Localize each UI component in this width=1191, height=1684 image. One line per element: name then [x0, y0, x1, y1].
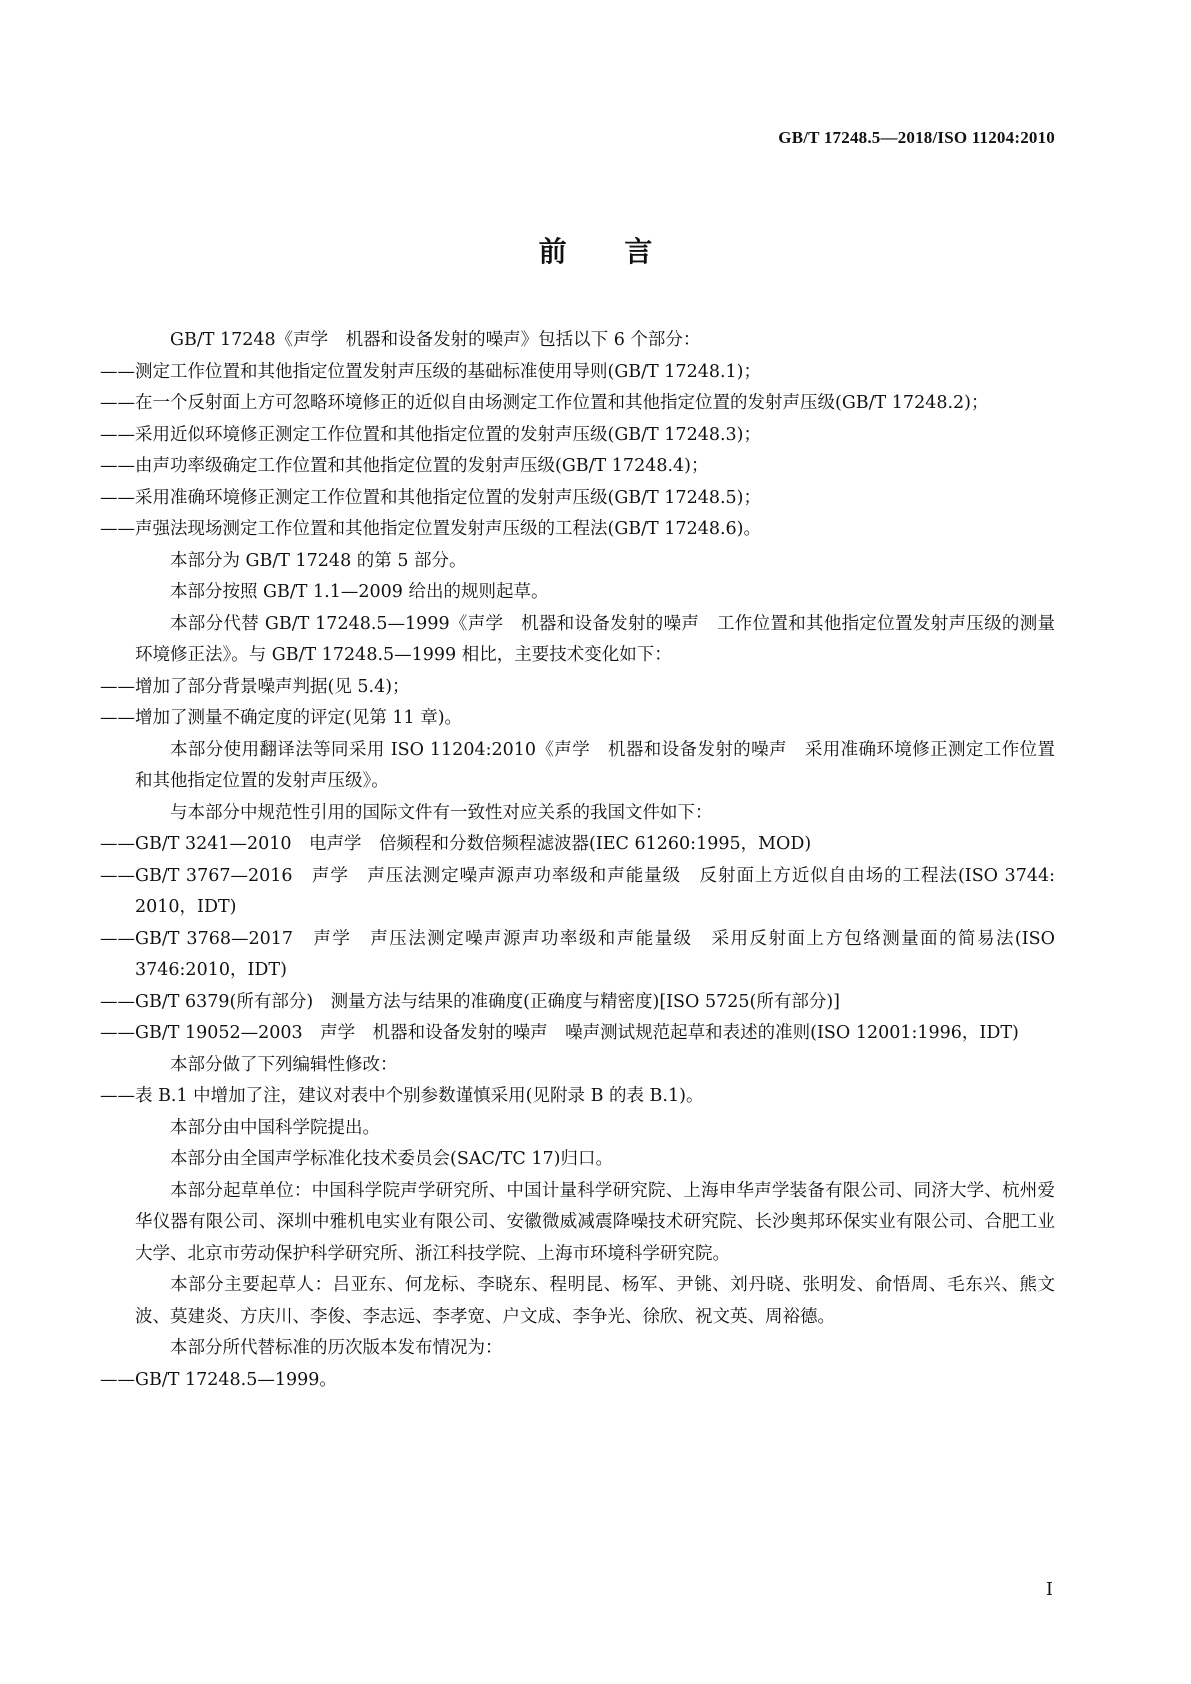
list-item: ——增加了测量不确定度的评定(见第 11 章)。 — [100, 708, 463, 728]
paragraph: 本部分由中国科学院提出。 — [170, 1117, 380, 1138]
title-char-2: 言 — [624, 235, 653, 268]
title-char-1: 前 — [538, 235, 567, 268]
list-item: ——GB/T 3767—2016 声学 声压法测定噪声源声功率级和声能量级 反射面上方近似自由场的工程法(ISO 3744: 2010，IDT) — [100, 865, 1055, 917]
paragraph: GB/T 17248《声学 机器和设备发射的噪声》包括以下 6 个部分： — [170, 330, 701, 350]
paragraph: 本部分代替 GB/T 17248.5—1999《声学 机器和设备发射的噪声 工作位置和其他指定位置发射声压级的测量 环境修正法》。与 GB/T 17248.5—1999 相比，主要技术变化如下： — [135, 613, 1073, 665]
list-item: ——测定工作位置和其他指定位置发射声压级的基础标准使用导则(GB/T 17248.1)； — [100, 361, 761, 382]
paragraph: 本部分使用翻译法等同采用 ISO 11204:2010《声学 机器和设备发射的噪声 采用准确环境修正测定工作位置和其他指定位置的发射声压级》。 — [135, 739, 1055, 791]
paragraph: 本部分做了下列编辑性修改： — [170, 1054, 398, 1075]
paragraph: 本部分起草单位：中国科学院声学研究所、中国计量科学研究院、上海申华声学装备有限公司、同济大学、杭州爱华仪器有限公司、深圳中雅机电实业有限公司、安徽微威减震降噪技术研究院、长沙奥邦环保实业有限公司、合肥工业大学、北京市劳动保护科学研究所、浙江科技学院、上海市环境科学研究院。 — [135, 1180, 1055, 1264]
paragraph: 本部分所代替标准的历次版本发布情况为： — [170, 1338, 503, 1358]
list-item: ——增加了部分背景噪声判据(见 5.4)； — [100, 676, 410, 697]
list-item: ——声强法现场测定工作位置和其他指定位置发射声压级的工程法(GB/T 17248.6)。 — [100, 519, 761, 539]
paragraph: 本部分为 GB/T 17248 的第 5 部分。 — [170, 550, 467, 571]
list-item: ——GB/T 17248.5—1999。 — [100, 1369, 337, 1390]
paragraph: 与本部分中规范性引用的国际文件有一致性对应关系的我国文件如下： — [170, 802, 713, 823]
list-item: ——采用准确环境修正测定工作位置和其他指定位置的发射声压级(GB/T 17248.5)； — [100, 487, 761, 508]
list-item: ——由声功率级确定工作位置和其他指定位置的发射声压级(GB/T 17248.4)； — [100, 456, 709, 476]
list-item: ——GB/T 3241—2010 电声学 倍频程和分数倍频程滤波器(IEC 61260:1995，MOD) — [100, 834, 812, 854]
paragraph: 本部分按照 GB/T 1.1—2009 给出的规则起草。 — [170, 582, 549, 602]
list-item: ——在一个反射面上方可忽略环境修正的近似自由场测定工作位置和其他指定位置的发射声压级(GB/T 17248.2)； — [100, 393, 989, 413]
list-item: ——GB/T 3768—2017 声学 声压法测定噪声源声功率级和声能量级 采用反射面上方包络测量面的简易法(ISO 3746:2010，IDT) — [100, 928, 1055, 980]
foreword-body — [100, 325, 1073, 1396]
standard-code: GB/T 17248.5—2018/ISO 11204:2010 — [778, 128, 1055, 147]
list-item: ——表 B.1 中增加了注，建议对表中个别参数谨慎采用(见附录 B 的表 B.1)。 — [100, 1086, 704, 1106]
page-number: I — [1045, 1579, 1053, 1600]
paragraph: 本部分主要起草人：吕亚东、何龙标、李晓东、程明昆、杨军、尹铫、刘丹晓、张明发、俞悟周、毛东兴、熊文波、莫建炎、方庆川、李俊、李志远、李孝宽、户文成、李争光、徐欣、祝文英、周裕德。 — [135, 1275, 1055, 1327]
paragraph: 本部分由全国声学标准化技术委员会(SAC/TC 17)归口。 — [170, 1149, 613, 1169]
page-title — [0, 230, 1191, 270]
list-item: ——采用近似环境修正测定工作位置和其他指定位置的发射声压级(GB/T 17248.3)； — [100, 424, 761, 445]
list-item: ——GB/T 6379(所有部分) 测量方法与结果的准确度(正确度与精密度)[ISO 5725(所有部分)] — [100, 991, 840, 1012]
list-item: ——GB/T 19052—2003 声学 机器和设备发射的噪声 噪声测试规范起草和表述的准则(ISO 12001:1996，IDT) — [100, 1023, 1019, 1043]
